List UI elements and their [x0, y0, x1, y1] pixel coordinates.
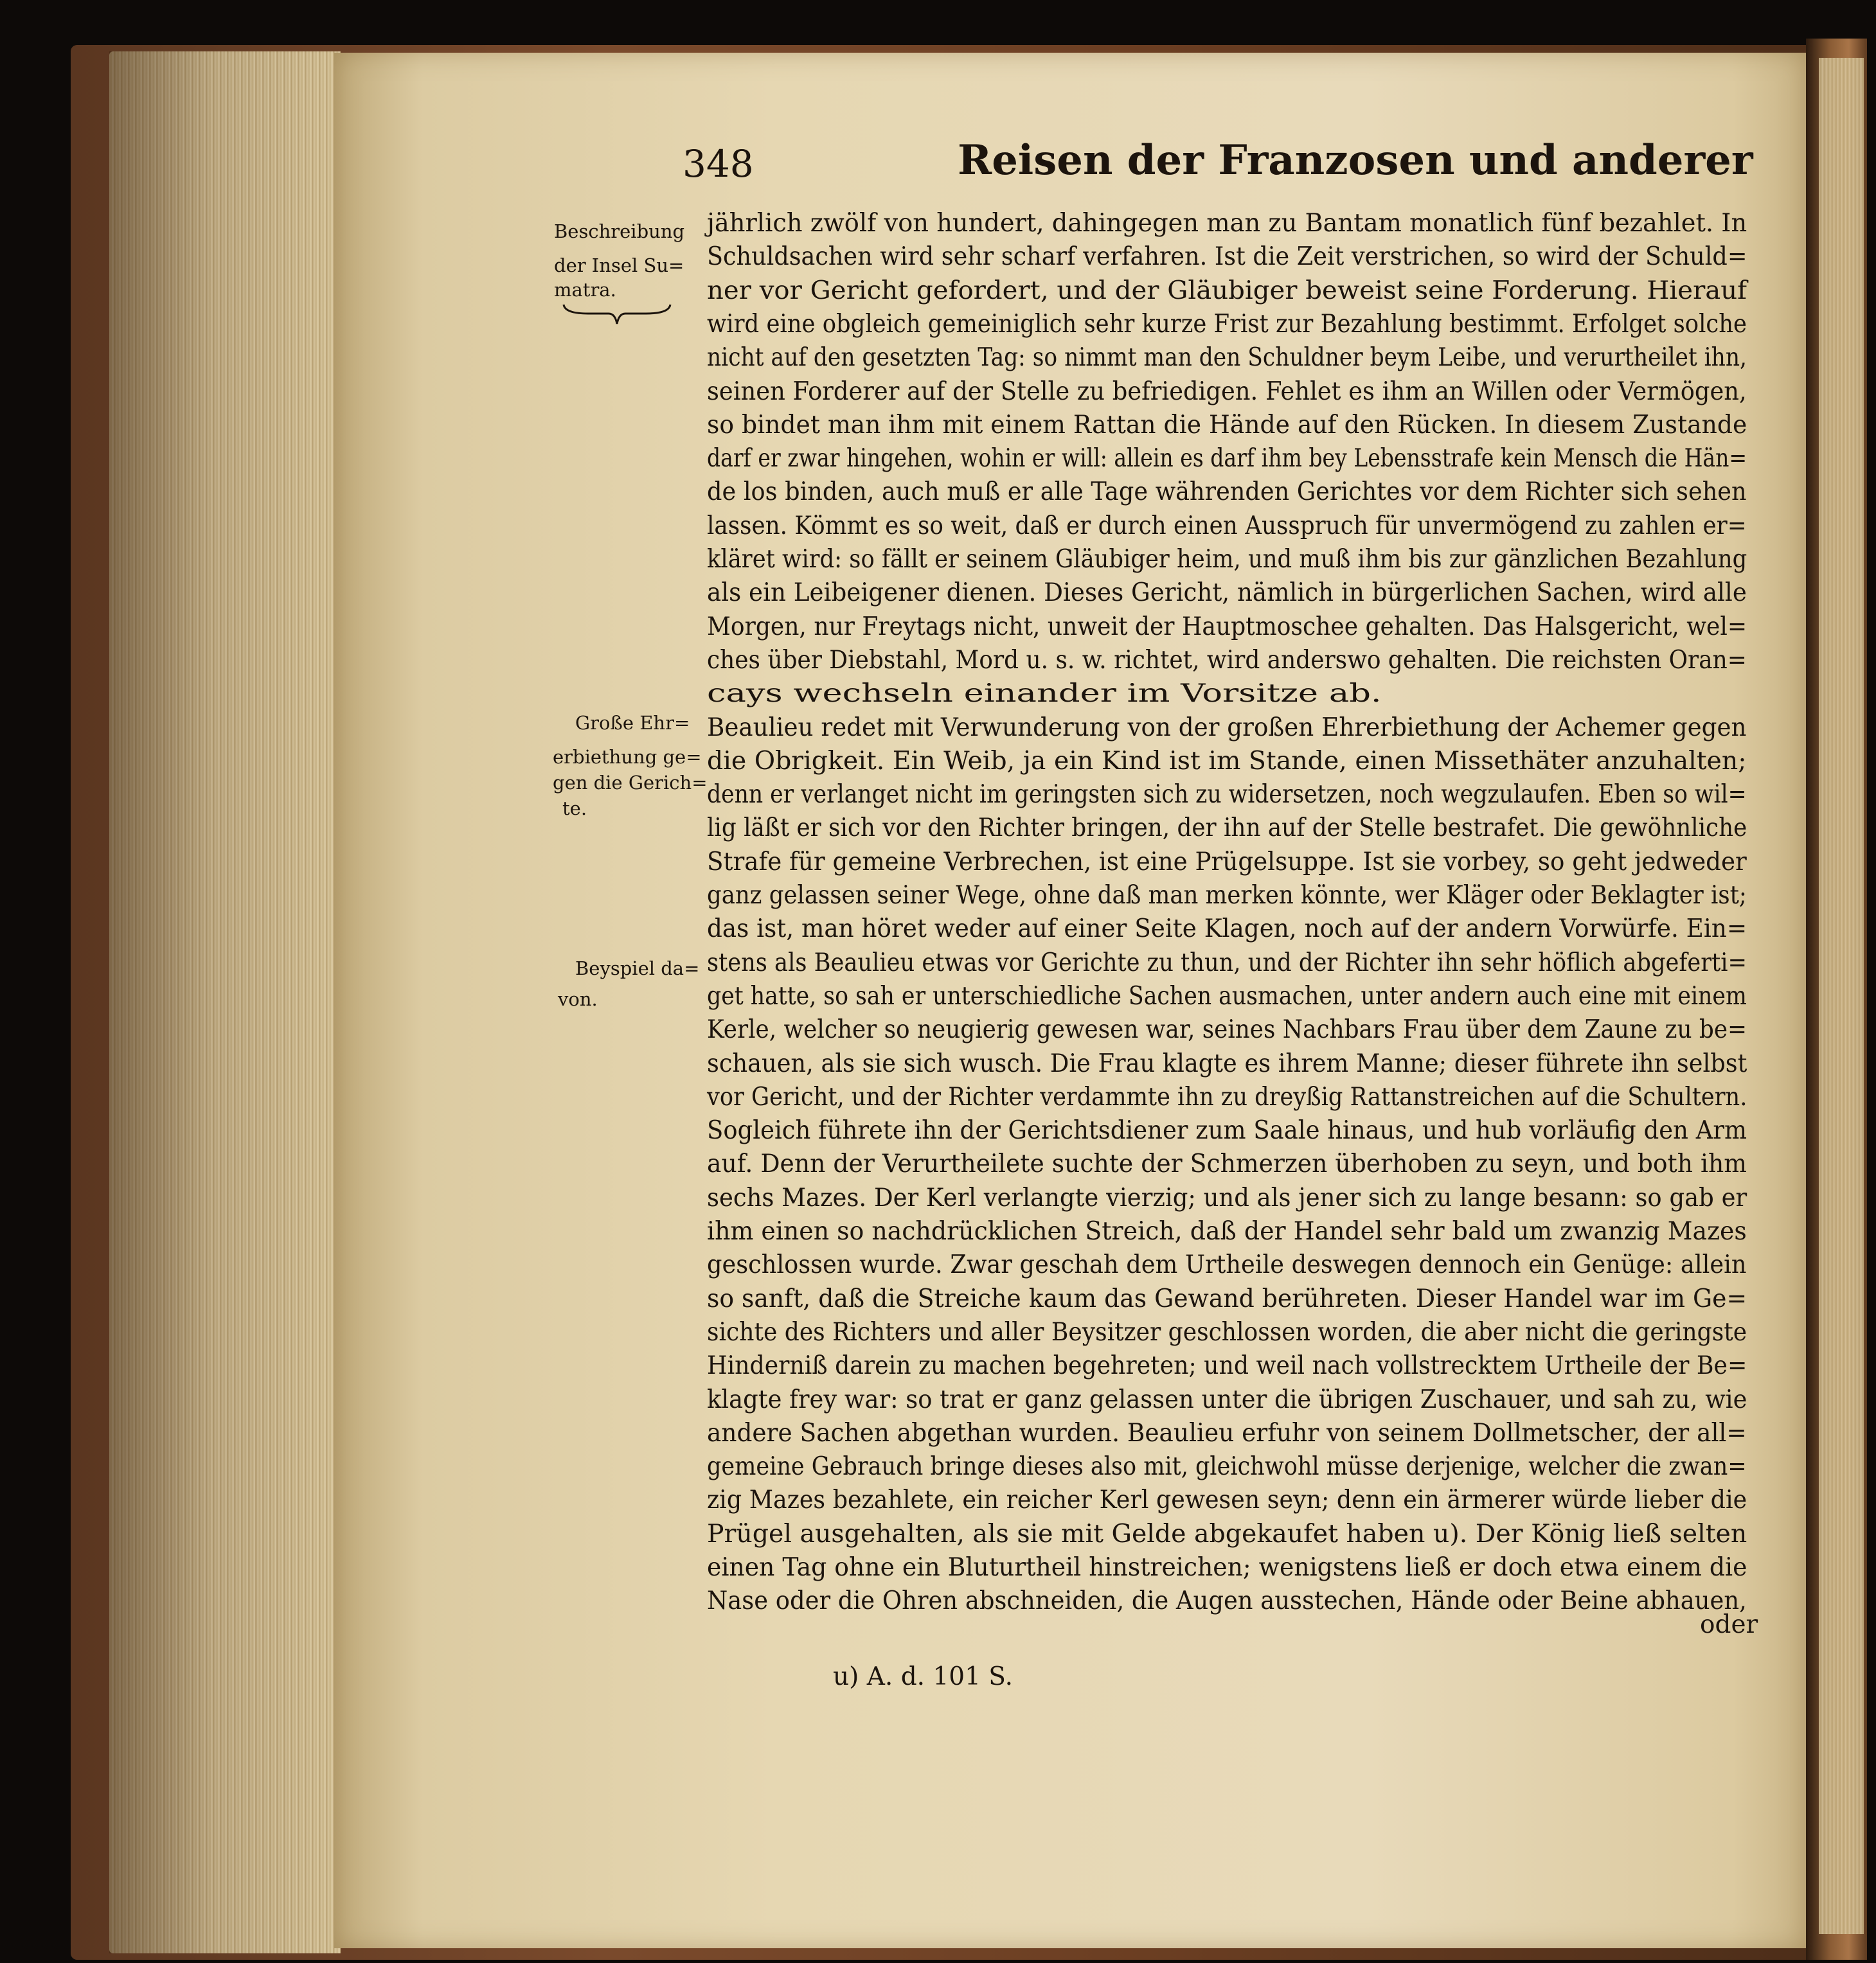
margin-note-line: von.	[558, 988, 598, 1010]
text-line: jährlich zwölf von hundert, dahingegen man zu Bantam monatlich fünf bezahlet. In	[707, 209, 1747, 238]
catchword: oder	[1700, 1610, 1758, 1639]
page-edges-shadow	[109, 51, 341, 1953]
text-line: stens als Beaulieu etwas vor Gerichte zu thun, und der Richter ihn sehr höflich abgeferti=	[707, 948, 1747, 977]
text-line: ganz gelassen seiner Wege, ohne daß man merken könnte, wer Kläger oder Beklagter ist;	[707, 881, 1747, 910]
text-line: seinen Forderer auf der Stelle zu befriedigen. Fehlet es ihm an Willen oder Vermögen,	[707, 377, 1747, 406]
margin-brace	[562, 302, 672, 326]
margin-note-line: matra.	[554, 279, 616, 301]
text-line: Beaulieu redet mit Verwunderung von der großen Ehrerbiethung der Achemer gegen	[707, 713, 1747, 742]
margin-note-line: gen die Gerich=	[553, 772, 708, 794]
text-line: get hatte, so sah er unterschiedliche Sachen ausmachen, unter andern auch eine mit einem	[707, 981, 1747, 1011]
text-line: Morgen, nur Freytags nicht, unweit der Hauptmoschee gehalten. Das Halsgericht, wel=	[707, 612, 1747, 641]
text-line: cays wechseln einander im Vorsitze ab.	[707, 679, 1382, 709]
text-line: ihm einen so nachdrücklichen Streich, daß der Handel sehr bald um zwanzig Mazes	[707, 1217, 1747, 1246]
margin-note-line: der Insel Su=	[554, 254, 684, 276]
text-line: das ist, man höret weder auf einer Seite Klagen, noch auf der andern Vorwürfe. Ein=	[707, 914, 1747, 944]
text-line: die Obrigkeit. Ein Weib, ja ein Kind ist im Stande, einen Missethäter anzuhalten;	[707, 746, 1747, 776]
text-line: wird eine obgleich gemeiniglich sehr kurze Frist zur Bezahlung bestimmt. Erfolget solche	[707, 309, 1747, 339]
text-line: Schuldsachen wird sehr scharf verfahren. Ist die Zeit verstrichen, so wird der Schuld=	[707, 242, 1747, 272]
text-line: sichte des Richters und aller Beysitzer geschlossen worden, die aber nicht die geringste	[707, 1317, 1747, 1347]
text-line: darf er zwar hingehen, wohin er will: allein es darf ihm bey Lebensstrafe kein Mensch die Hän=	[707, 444, 1747, 474]
text-line: de los binden, auch muß er alle Tage währenden Gerichtes vor dem Richter sich sehen	[707, 477, 1747, 507]
text-line: geschlossen wurde. Zwar geschah dem Urtheile deswegen dennoch ein Genüge: allein	[707, 1250, 1747, 1280]
margin-note-line: Beyspiel da=	[575, 957, 700, 979]
text-line: kläret wird: so fällt er seinem Gläubiger heim, und muß ihm bis zur gänzlichen Bezahlung	[707, 545, 1747, 574]
text-line: andere Sachen abgethan wurden. Beaulieu erfuhr von seinem Dollmetscher, der all=	[707, 1418, 1747, 1448]
text-line: klagte frey war: so trat er ganz gelassen unter die übrigen Zuschauer, und sah zu, wie	[707, 1385, 1747, 1414]
text-line: Nase oder die Ohren abschneiden, die Augen ausstechen, Hände oder Beine abhauen,	[707, 1586, 1747, 1616]
text-line: lassen. Kömmt es so weit, daß er durch einen Ausspruch für unvermögend zu zahlen er=	[707, 511, 1747, 540]
margin-note-line: Beschreibung	[554, 220, 685, 242]
text-line: Strafe für gemeine Verbrechen, ist eine Prügelsuppe. Ist sie vorbey, so geht jedweder	[707, 847, 1747, 876]
margin-note-line: te.	[562, 797, 587, 819]
text-line: denn er verlanget nicht im geringsten sich zu widersetzen, noch wegzulaufen. Eben so wil=	[707, 780, 1747, 810]
text-line: Prügel ausgehalten, als sie mit Gelde abgekaufet haben u). Der König ließ selten	[707, 1519, 1747, 1549]
text-line: ner vor Gericht gefordert, und der Gläubiger beweist seine Forderung. Hierauf	[707, 276, 1747, 305]
margin-note-line: Große Ehr=	[575, 712, 690, 734]
text-line: lig läßt er sich vor den Richter bringen, der ihn auf der Stelle bestrafet. Die gewöhnliche	[707, 813, 1747, 843]
text-line: zig Mazes bezahlete, ein reicher Kerl gewesen seyn; denn ein ärmerer würde lieber die	[707, 1486, 1747, 1515]
page-number: 348	[683, 142, 754, 186]
text-line: gemeine Gebrauch bringe dieses also mit, gleichwohl müsse derjenige, welcher die zwan=	[707, 1452, 1747, 1482]
running-head: Reisen der Franzosen und anderer	[958, 136, 1753, 184]
text-line: nicht auf den gesetzten Tag: so nimmt man den Schuldner beym Leibe, und verurtheilet ihn,	[707, 343, 1747, 373]
text-line: so sanft, daß die Streiche kaum das Gewand berühreten. Dieser Handel war im Ge=	[707, 1284, 1747, 1313]
text-line: ches über Diebstahl, Mord u. s. w. richtet, wird anderswo gehalten. Die reichsten Oran=	[707, 645, 1747, 675]
text-line: einen Tag ohne ein Bluturtheil hinstreichen; wenigstens ließ er doch etwa einem die	[707, 1553, 1747, 1582]
text-line: Kerle, welcher so neugierig gewesen war, seines Nachbars Frau über dem Zaune zu be=	[707, 1015, 1747, 1045]
margin-note-line: erbiethung ge=	[553, 746, 702, 768]
footnote: u) A. d. 101 S.	[833, 1662, 1014, 1691]
text-line: Hinderniß darein zu machen begehreten; und weil nach vollstrecktem Urtheile der Be=	[707, 1351, 1747, 1381]
text-line: als ein Leibeigener dienen. Dieses Gericht, nämlich in bürgerlichen Sachen, wird alle	[707, 578, 1747, 608]
text-line: so bindet man ihm mit einem Rattan die Hände auf den Rücken. In diesem Zustande	[707, 410, 1747, 440]
text-line: schauen, als sie sich wusch. Die Frau klagte es ihrem Manne; dieser führete ihn selbst	[707, 1049, 1747, 1078]
text-line: vor Gericht, und der Richter verdammte ihn zu dreyßig Rattanstreichen auf die Schultern.	[707, 1082, 1747, 1112]
text-line: Sogleich führete ihn der Gerichtsdiener zum Saale hinaus, und hub vorläufig den Arm	[707, 1116, 1747, 1146]
text-line: auf. Denn der Verurtheilete suchte der Schmerzen überhoben zu seyn, und both ihm	[707, 1150, 1747, 1179]
page-edges-right	[1819, 58, 1864, 1934]
text-line: sechs Mazes. Der Kerl verlangte vierzig; und als jener sich zu lange besann: so gab er	[707, 1183, 1747, 1212]
